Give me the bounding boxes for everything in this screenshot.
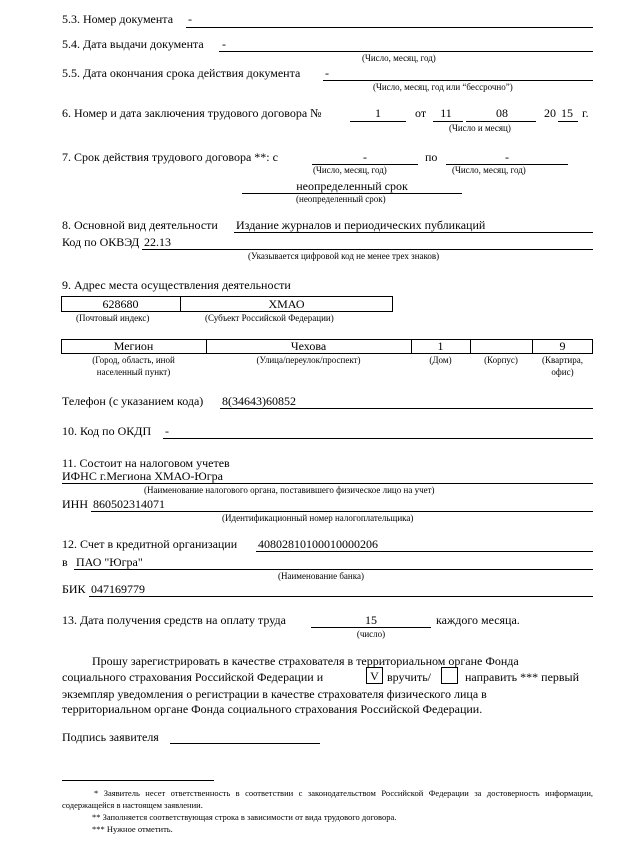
contract-year-suffix: г. <box>582 106 589 120</box>
term-indefinite-hint: (неопределенный срок) <box>296 194 386 204</box>
request-line-2-pre: социального страхования Российской Федерации и <box>62 670 324 684</box>
doc-number-line <box>186 27 593 28</box>
phone-label: Телефон (с указанием кода) <box>62 394 204 408</box>
footnote-1: * Заявитель несет ответственность в соответствии с законодательством Российской Федерации за достоверность информации, содержащейся в настоящем заявлении. <box>62 788 593 810</box>
bank-prefix: в <box>62 555 68 569</box>
phone-value[interactable]: 8(34643)60852 <box>222 394 296 408</box>
expiry-date-label: 5.5. Дата окончания срока действия документа <box>62 66 301 80</box>
activity-value[interactable]: Издание журналов и периодических публикаций <box>236 218 486 232</box>
city-value[interactable]: Мегион <box>113 339 154 353</box>
tax-org-hint: (Наименование налогового органа, поставившего физическое лицо на учет) <box>144 485 435 495</box>
bank-line <box>74 569 593 570</box>
tax-org-line <box>62 483 593 484</box>
apt-hint-1: (Квартира, <box>541 355 583 365</box>
contract-number-line <box>350 121 406 122</box>
contract-label: 6. Номер и дата заключения трудового договора № <box>62 106 322 120</box>
okved-line <box>142 249 593 250</box>
deliver-checkbox[interactable]: V <box>366 667 383 684</box>
term-label: 7. Срок действия трудового договора **: с <box>62 150 278 164</box>
request-line-1: Прошу зарегистрировать в качестве страхователя в территориальном органе Фонда <box>92 654 519 668</box>
phone-line <box>220 408 593 409</box>
footnote-2: ** Заполняется соответствующая строка в зависимости от вида трудового договора. <box>92 812 397 822</box>
street-hint: (Улица/переулок/проспект) <box>256 355 361 365</box>
bank-value[interactable]: ПАО "Югра" <box>76 555 143 569</box>
footnote-separator <box>62 780 214 781</box>
address-label: 9. Адрес места осуществления деятельности <box>62 278 291 292</box>
account-value[interactable]: 40802810100010000206 <box>258 537 378 551</box>
term-po: по <box>425 150 438 164</box>
bik-line <box>89 596 593 597</box>
deliver-option: вручить/ <box>387 670 432 684</box>
payday-hint: (число) <box>356 629 386 639</box>
contract-day-line <box>433 121 463 122</box>
term-from[interactable]: - <box>363 150 367 164</box>
payday-line <box>311 627 431 628</box>
account-label: 12. Счет в кредитной организации <box>62 537 238 551</box>
city-hint-1: (Город, область, иной <box>92 355 175 365</box>
issue-date-line <box>219 51 593 52</box>
payday-label: 13. Дата получения средств на оплату труда <box>62 613 286 627</box>
contract-month-line <box>466 121 536 122</box>
okved-hint: (Указывается цифровой код не менее трех знаков) <box>248 251 440 261</box>
issue-date-label: 5.4. Дата выдачи документа <box>62 37 204 51</box>
term-indefinite[interactable]: неопределенный срок <box>296 179 408 193</box>
signature-line[interactable] <box>170 743 320 744</box>
issue-date-value[interactable]: - <box>222 37 226 51</box>
account-line <box>256 551 593 552</box>
bik-value[interactable]: 047169779 <box>91 582 145 596</box>
inn-line <box>91 511 593 512</box>
activity-line <box>234 232 593 233</box>
postal-index[interactable]: 628680 <box>102 297 139 311</box>
house-hint: (Дом) <box>429 355 452 365</box>
inn-hint: (Идентификационный номер налогоплательщика) <box>222 513 414 523</box>
city-hint-2: населенный пункт) <box>96 367 171 377</box>
bik-label: БИК <box>62 582 86 596</box>
okdp-label: 10. Код по ОКДП <box>62 424 152 438</box>
contract-month[interactable]: 08 <box>496 106 508 120</box>
expiry-date-value[interactable]: - <box>325 66 329 80</box>
tax-org-value[interactable]: ИФНС г.Мегиона ХМАО-Югра <box>62 469 223 483</box>
request-line-3: экземпляр уведомления о регистрации в качестве страхователя физического лица в <box>62 687 487 701</box>
expiry-date-hint: (Число, месяц, год или “бессрочно”) <box>373 82 513 92</box>
term-to[interactable]: - <box>505 150 509 164</box>
apt-hint-2: офис) <box>551 367 574 377</box>
postal-index-hint: (Почтовый индекс) <box>76 313 150 323</box>
okdp-line <box>163 438 593 439</box>
payday-suffix: каждого месяца. <box>436 613 520 627</box>
apt-value[interactable]: 9 <box>559 339 566 353</box>
inn-value[interactable]: 860502314071 <box>93 497 165 511</box>
street-value[interactable]: Чехова <box>290 339 327 353</box>
signature-label: Подпись заявителя <box>62 730 159 744</box>
doc-number-value[interactable]: - <box>188 12 192 26</box>
okved-value[interactable]: 22.13 <box>144 235 171 249</box>
payday-value[interactable]: 15 <box>365 613 377 627</box>
request-line-4: территориальном органе Фонда социального страхования Российской Федерации. <box>62 702 483 716</box>
okved-label: Код по ОКВЭД <box>62 235 140 249</box>
activity-label: 8. Основной вид деятельности <box>62 218 218 232</box>
korpus-hint: (Корпус) <box>484 355 518 365</box>
expiry-date-line <box>323 80 593 81</box>
tax-label: 11. Состоит на налоговом учетев <box>62 456 230 470</box>
footnote-3: *** Нужное отметить. <box>92 824 173 834</box>
contract-day[interactable]: 11 <box>440 106 452 120</box>
subject-hint: (Субъект Российской Федерации) <box>205 313 334 323</box>
subject-value[interactable]: ХМАО <box>268 297 305 311</box>
bank-hint: (Наименование банка) <box>278 571 364 581</box>
inn-label: ИНН <box>62 497 88 511</box>
send-option: направить *** первый <box>465 670 580 684</box>
send-checkbox[interactable] <box>441 667 458 684</box>
issue-date-hint: (Число, месяц, год) <box>362 53 436 63</box>
contract-year[interactable]: 15 <box>561 106 573 120</box>
contract-ot: от <box>415 106 427 120</box>
term-to-hint: (Число, месяц, год) <box>452 165 526 175</box>
contract-hint: (Число и месяц) <box>449 123 511 133</box>
term-from-hint: (Число, месяц, год) <box>313 165 387 175</box>
address-row2-div3 <box>470 339 471 354</box>
doc-number-label: 5.3. Номер документа <box>62 12 174 26</box>
house-value[interactable]: 1 <box>437 339 444 353</box>
contract-number[interactable]: 1 <box>375 106 381 120</box>
contract-year-prefix: 20 <box>544 106 556 120</box>
contract-year-line <box>558 121 578 122</box>
okdp-value[interactable]: - <box>165 424 169 438</box>
